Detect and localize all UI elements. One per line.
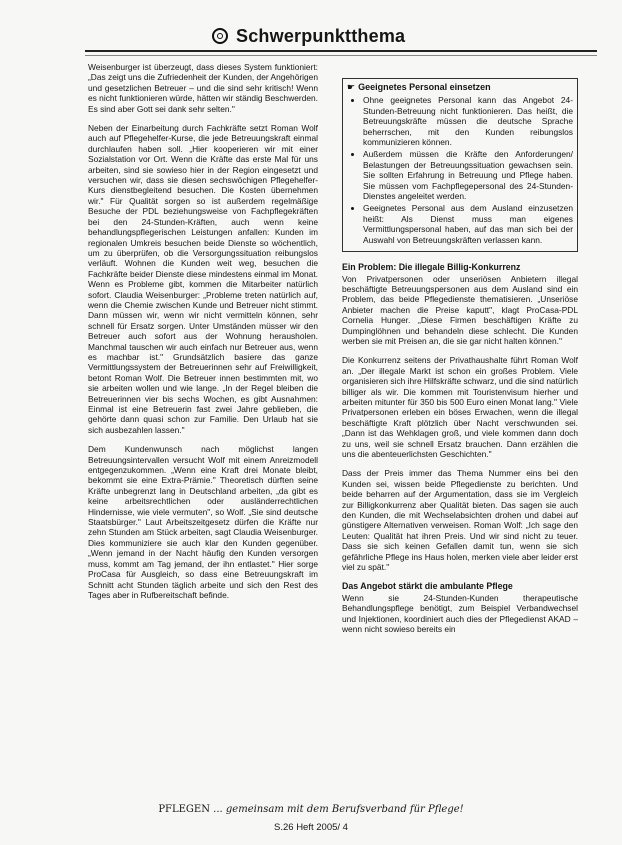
paragraph: Neben der Einarbeitung durch Fachkräfte setzt Roman Wolf auch auf Pflegehelfer-Kurse, die jede Betreuungskraft einmal durchlaufen haben soll. „Hier kooperieren wir mit einer Sozialstation vor Ort. Wenn die Kräfte das erste Mal für uns arbeiten, sind sie sowieso hier in der Region eingesetzt und versuchen wir, dass sie diesen sechswöchigen Pflegehelfer-Kurs dienstbegleitend besuchen. Die Kosten übernehmen wir." Für Qualität sorgen so ist außerdem regelmäßige Besuche der PDL beziehungsweise von Fachpflegekräften bei den 24-Stunden-Kräften, auch wenn keine behandlungspflegerischen Leistungen anfallen: Kunden im regionalen Umkreis besuchen beide Dienste so wöchentlich, um zu überprüfen, ob die Versorgungssituation reibungslos verläuft. Wohnen die Kunden weit weg, besuchen die Fachkräfte beider Dienste diese mindestens einmal im Monat. Wenn es Probleme gibt, kommen die Mitarbeiter natürlich sofort. Claudia Weisenburger: „Probleme treten natürlich auf, wenn die Chemie zwischen Kunde und Betreuer nicht stimmt. Dann müssen wir, wenn wir nicht vermitteln können, sehr schnell für Ersatz sorgen. Unter Umständen müsser wir den Betreuer auch sofort aus der Wohnung herausholen. Manchmal tauschen wir auch einfach nur Betreuer aus, wenn es machbar ist." Grundsätzlich basiere das ganze Vermittlungssystem der Betreuerinnen sehr auf Freiwilligkeit, betont Roman Wolf. Die Betreuer innen bestimmten mit, wo sie arbeiten wollen und wie lange. „In der Regel bleiben die Betreuerinnen vier bis sechs Wochen, es gibt Ausnahmen: Einmal ist eine Betreuerin fast zwei Jahre geblieben, die gehörte dann quasi schon zur Familie. Den Urlaub hat sie sich ausbezahlen lassen." (88, 123, 318, 435)
right-column (342, 78, 578, 644)
list-item: • Außerdem müssen die Kräfte den Anforderungen/ Belastungen der Betreuungssituation gewachsen sein. Sie sollten Erfahrung in Betreuung und Pflege haben. Sie müssen vom Fachpflegepersonal des 24-Stunden-Dienstes angeleitet werden. (363, 149, 573, 201)
list-item: • Geeignetes Personal aus dem Ausland einzusetzen heißt: Als Dienst muss man eigenes Vermittlungspersonal haben, auf das man sich bei der Auswahl von Betreuungskräften verlassen kann. (363, 203, 573, 245)
section-body (342, 274, 578, 573)
paragraph: Dem Kundenwunsch nach möglichst langen Betreuungsintervallen versucht Wolf mit einem Anreizmodell entgegenzukommen. „Wenn eine Kraft drei Monate bleibt, bekommt sie eine Extra-Prämie." Theoretisch dürften seine Kräfte unbegrenzt lang in Deutschland arbeiten, „da gibt es keine arbeitsrechtlichen oder ausländerrechtlichen Hindernisse, wie viele vermuten", so Wolf. „Sie sind deutsche Staatsbürger." Laut Arbeitszeitgesetz dürfen die Kräfte nur zehn Stunden am Stück arbeiten, sagt Claudia Weisenburger. Dies kommuniziere sie auch klar den Kunden gegenüber. „Wenn jemand in der Nacht häufig den Kunden versorgen muss, kommt am Tag jemand, der ihn entlastet." Hier sorge ProCasa für Ausgleich, so dass eine Betreuungskraft im Schnitt acht Stunden täglich arbeite und sich den Rest des Tages aber in Rufbereitschaft befinde. (88, 444, 318, 600)
section-body (342, 593, 578, 635)
footer-slogan (0, 804, 622, 815)
paragraph: Dass der Preis immer das Thema Nummer eins bei den Kunden sei, wissen beide Pflegedienste zu berichten. Und beide beharren auf der Argumentation, dass sie im Vergleich zur Billigkonkurrenz aber Qualität bieten. Das sagen sie auch den Kunden, die mit Wechselabsichten drohen und dabei auf günstigere Alternativen verweisen. Roman Wolf: „Ich sage den Leuten: Qualität hat ihren Preis. Und wir sind nicht zu teuer. Dass sie sich keinen Gefallen damit tun, wenn sie sich gefährliche Pflege ins Haus holen, merken viele aber leider erst viel zu spät." (342, 468, 578, 573)
page-number: S.26 Heft 2005/ 4 (274, 822, 348, 833)
paragraph: Wenn sie 24-Stunden-Kunden therapeutische Behandlungspflege benötigt, zum Beispiel Verbandwechsel und Injektionen, koordiniert auch dies der Pflegedienst AKAD – wenn nicht sowieso bereits ein (342, 592, 578, 635)
section-heading: Ein Problem: Die illegale Billig-Konkurrenz (342, 262, 521, 273)
page-header (212, 22, 452, 50)
magazine-name: PFLEGEN (158, 804, 210, 815)
pointing-hand-icon: ☛ (347, 82, 356, 92)
info-box (342, 78, 578, 252)
section-heading: Das Angebot stärkt die ambulante Pflege (342, 581, 513, 592)
paragraph: Weisenburger ist überzeugt, dass dieses System funktioniert: „Das zeigt uns die Zufriedenheit der Kunden, der Angehörigen und gesetzlichen Betreuer – und die sind sehr kritisch! Wenn es nicht funktionieren würde, hätten wir ständig Beschwerden. Es sind aber Gott sei dank sehr selten." (88, 62, 318, 114)
section-title: Schwerpunktthema (236, 25, 406, 46)
target-icon (212, 28, 228, 44)
list-item: • Ohne geeignetes Personal kann das Angebot 24-Stunden-Betreuung nicht funktionieren. Das heißt, die Betreuungskräfte müssen die deutsche Sprache beherrschen, mit den Kunden reibungslos kommunizieren können. (363, 95, 573, 147)
info-box-list (347, 95, 573, 245)
slogan: ... gemeinsam mit dem Berufsverband für Pflege! (213, 804, 464, 815)
paragraph: Von Privatpersonen oder unseriösen Anbietern illegal beschäftigte Betreuungspersonen aus dem Ausland sind ein Problem, das beide Pflegedienste thematisieren. „Unseriöse Anbieter machen die Preise kaputt", klagt ProCasa-PDL Cornelia Hunger. „Diese Firmen beschäftigen Kräfte zu Dumpinglöhnen und behandeln diese schlecht. Die Kunden werben sie mit Preisen an, die sie gar nicht halten können." (342, 273, 578, 346)
info-box-title: ☛ Geeignetes Personal einsetzen (347, 82, 491, 92)
header-divider-thin (85, 55, 597, 56)
header-divider (85, 50, 597, 52)
paragraph: Die Konkurrenz seitens der Privathaushalte führt Roman Wolf an. „Der illegale Markt ist schon ein großes Problem. Viele organisieren sich ihre Hilfskräfte schwarz, und die sind natürlich billiger als wir. Die kommen mit Touristenvisum hierher und arbeiten mitunter für 350 bis 500 Euro einen Monat lang." Viele Privatpersonen erleben ein böses Erwachen, wenn die illegal beschäftigte Kraft plötzlich über Nacht verschwunden sei. „Dann ist das Wehklagen groß, und viele kommen dann doch zu uns, weil sie schnell Ersatz brauchen. Dann erzählen die uns die abenteuerlichsten Geschichten." (342, 355, 579, 459)
left-column (88, 62, 318, 609)
